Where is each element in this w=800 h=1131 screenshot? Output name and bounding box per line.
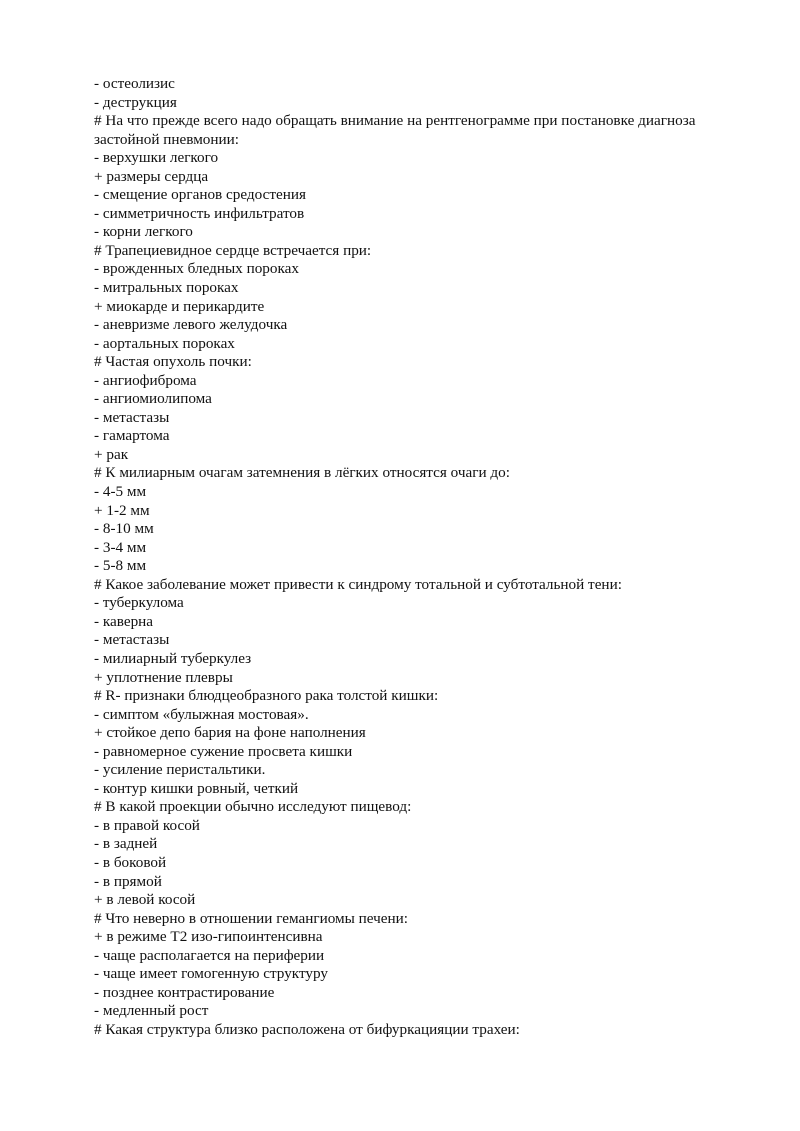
answer-option: - чаще располагается на периферии bbox=[94, 946, 325, 964]
correct-answer: + уплотнение плевры bbox=[94, 668, 233, 686]
answer-option: - в боковой bbox=[94, 853, 167, 871]
correct-answer: + стойкое депо бария на фоне наполнения bbox=[94, 724, 366, 742]
question-heading: # На что прежде всего надо обращать внимание на рентгенограмме при постановке диагноза застойной пневмонии: bbox=[94, 112, 696, 148]
answer-option: - гамартома bbox=[94, 427, 170, 445]
correct-answer: + миокарде и перикардите bbox=[94, 297, 265, 315]
answer-option: - врожденных бледных пороках bbox=[94, 260, 299, 278]
answer-option: - 8-10 мм bbox=[94, 520, 154, 538]
question-heading: # Частая опухоль почки: bbox=[94, 353, 252, 371]
answer-option: - деструкция bbox=[94, 93, 177, 111]
question-heading: # К милиарным очагам затемнения в лёгких относятся очаги до: bbox=[94, 464, 510, 482]
answer-option: - равномерное сужение просвета кишки bbox=[94, 742, 353, 760]
answer-option: - в прямой bbox=[94, 872, 162, 890]
answer-option: - митральных пороках bbox=[94, 279, 239, 297]
answer-option: - ангиофиброма bbox=[94, 371, 197, 389]
answer-option: - 3-4 мм bbox=[94, 538, 147, 556]
question-heading: # Какая структура близко расположена от бифуркацияции трахеи: bbox=[94, 1020, 520, 1038]
answer-option: - остеолизис bbox=[94, 75, 175, 92]
answer-option: - метастазы bbox=[94, 631, 170, 649]
answer-option: - верхушки легкого bbox=[94, 149, 219, 167]
answer-option: - корни легкого bbox=[94, 223, 193, 241]
document-page bbox=[94, 75, 754, 1039]
question-heading: # R- признаки блюдцеобразного рака толстой кишки: bbox=[94, 687, 439, 705]
answer-option: - медленный рост bbox=[94, 1002, 209, 1020]
question-heading: # Трапециевидное сердце встречается при: bbox=[94, 241, 372, 259]
question-heading: # Какое заболевание может привести к синдрому тотальной и субтотальной тени: bbox=[94, 575, 622, 593]
answer-option: - усиление перистальтики. bbox=[94, 761, 266, 779]
correct-answer: + в режиме Т2 изо-гипоинтенсивна bbox=[94, 928, 323, 946]
question-heading: # В какой проекции обычно исследуют пищевод: bbox=[94, 798, 412, 816]
answer-option: - метастазы bbox=[94, 408, 170, 426]
correct-answer: + в левой косой bbox=[94, 891, 196, 909]
answer-option: - контур кишки ровный, четкий bbox=[94, 779, 299, 797]
correct-answer: + рак bbox=[94, 445, 129, 463]
answer-option: - позднее контрастирование bbox=[94, 983, 275, 1001]
answer-option: - аневризме левого желудочка bbox=[94, 316, 288, 334]
answer-option: - чаще имеет гомогенную структуру bbox=[94, 965, 328, 983]
answer-option: - в задней bbox=[94, 835, 158, 853]
answer-option: - симметричность инфильтратов bbox=[94, 204, 305, 222]
answer-option: - туберкулома bbox=[94, 594, 184, 612]
answer-option: - аортальных пороках bbox=[94, 334, 235, 352]
answer-option: - ангиомиолипома bbox=[94, 390, 212, 408]
correct-answer: + размеры сердца bbox=[94, 167, 209, 185]
answer-option: - каверна bbox=[94, 612, 154, 630]
question-heading: # Что неверно в отношении гемангиомы печени: bbox=[94, 909, 408, 927]
answer-option: - 5-8 мм bbox=[94, 557, 147, 575]
answer-option: - симптом «булыжная мостовая». bbox=[94, 705, 309, 723]
answer-option: - 4-5 мм bbox=[94, 483, 147, 501]
answer-option: - смещение органов средостения bbox=[94, 186, 306, 204]
answer-option: - в правой косой bbox=[94, 816, 200, 834]
answer-option: - милиарный туберкулез bbox=[94, 649, 252, 667]
correct-answer: + 1-2 мм bbox=[94, 501, 150, 519]
